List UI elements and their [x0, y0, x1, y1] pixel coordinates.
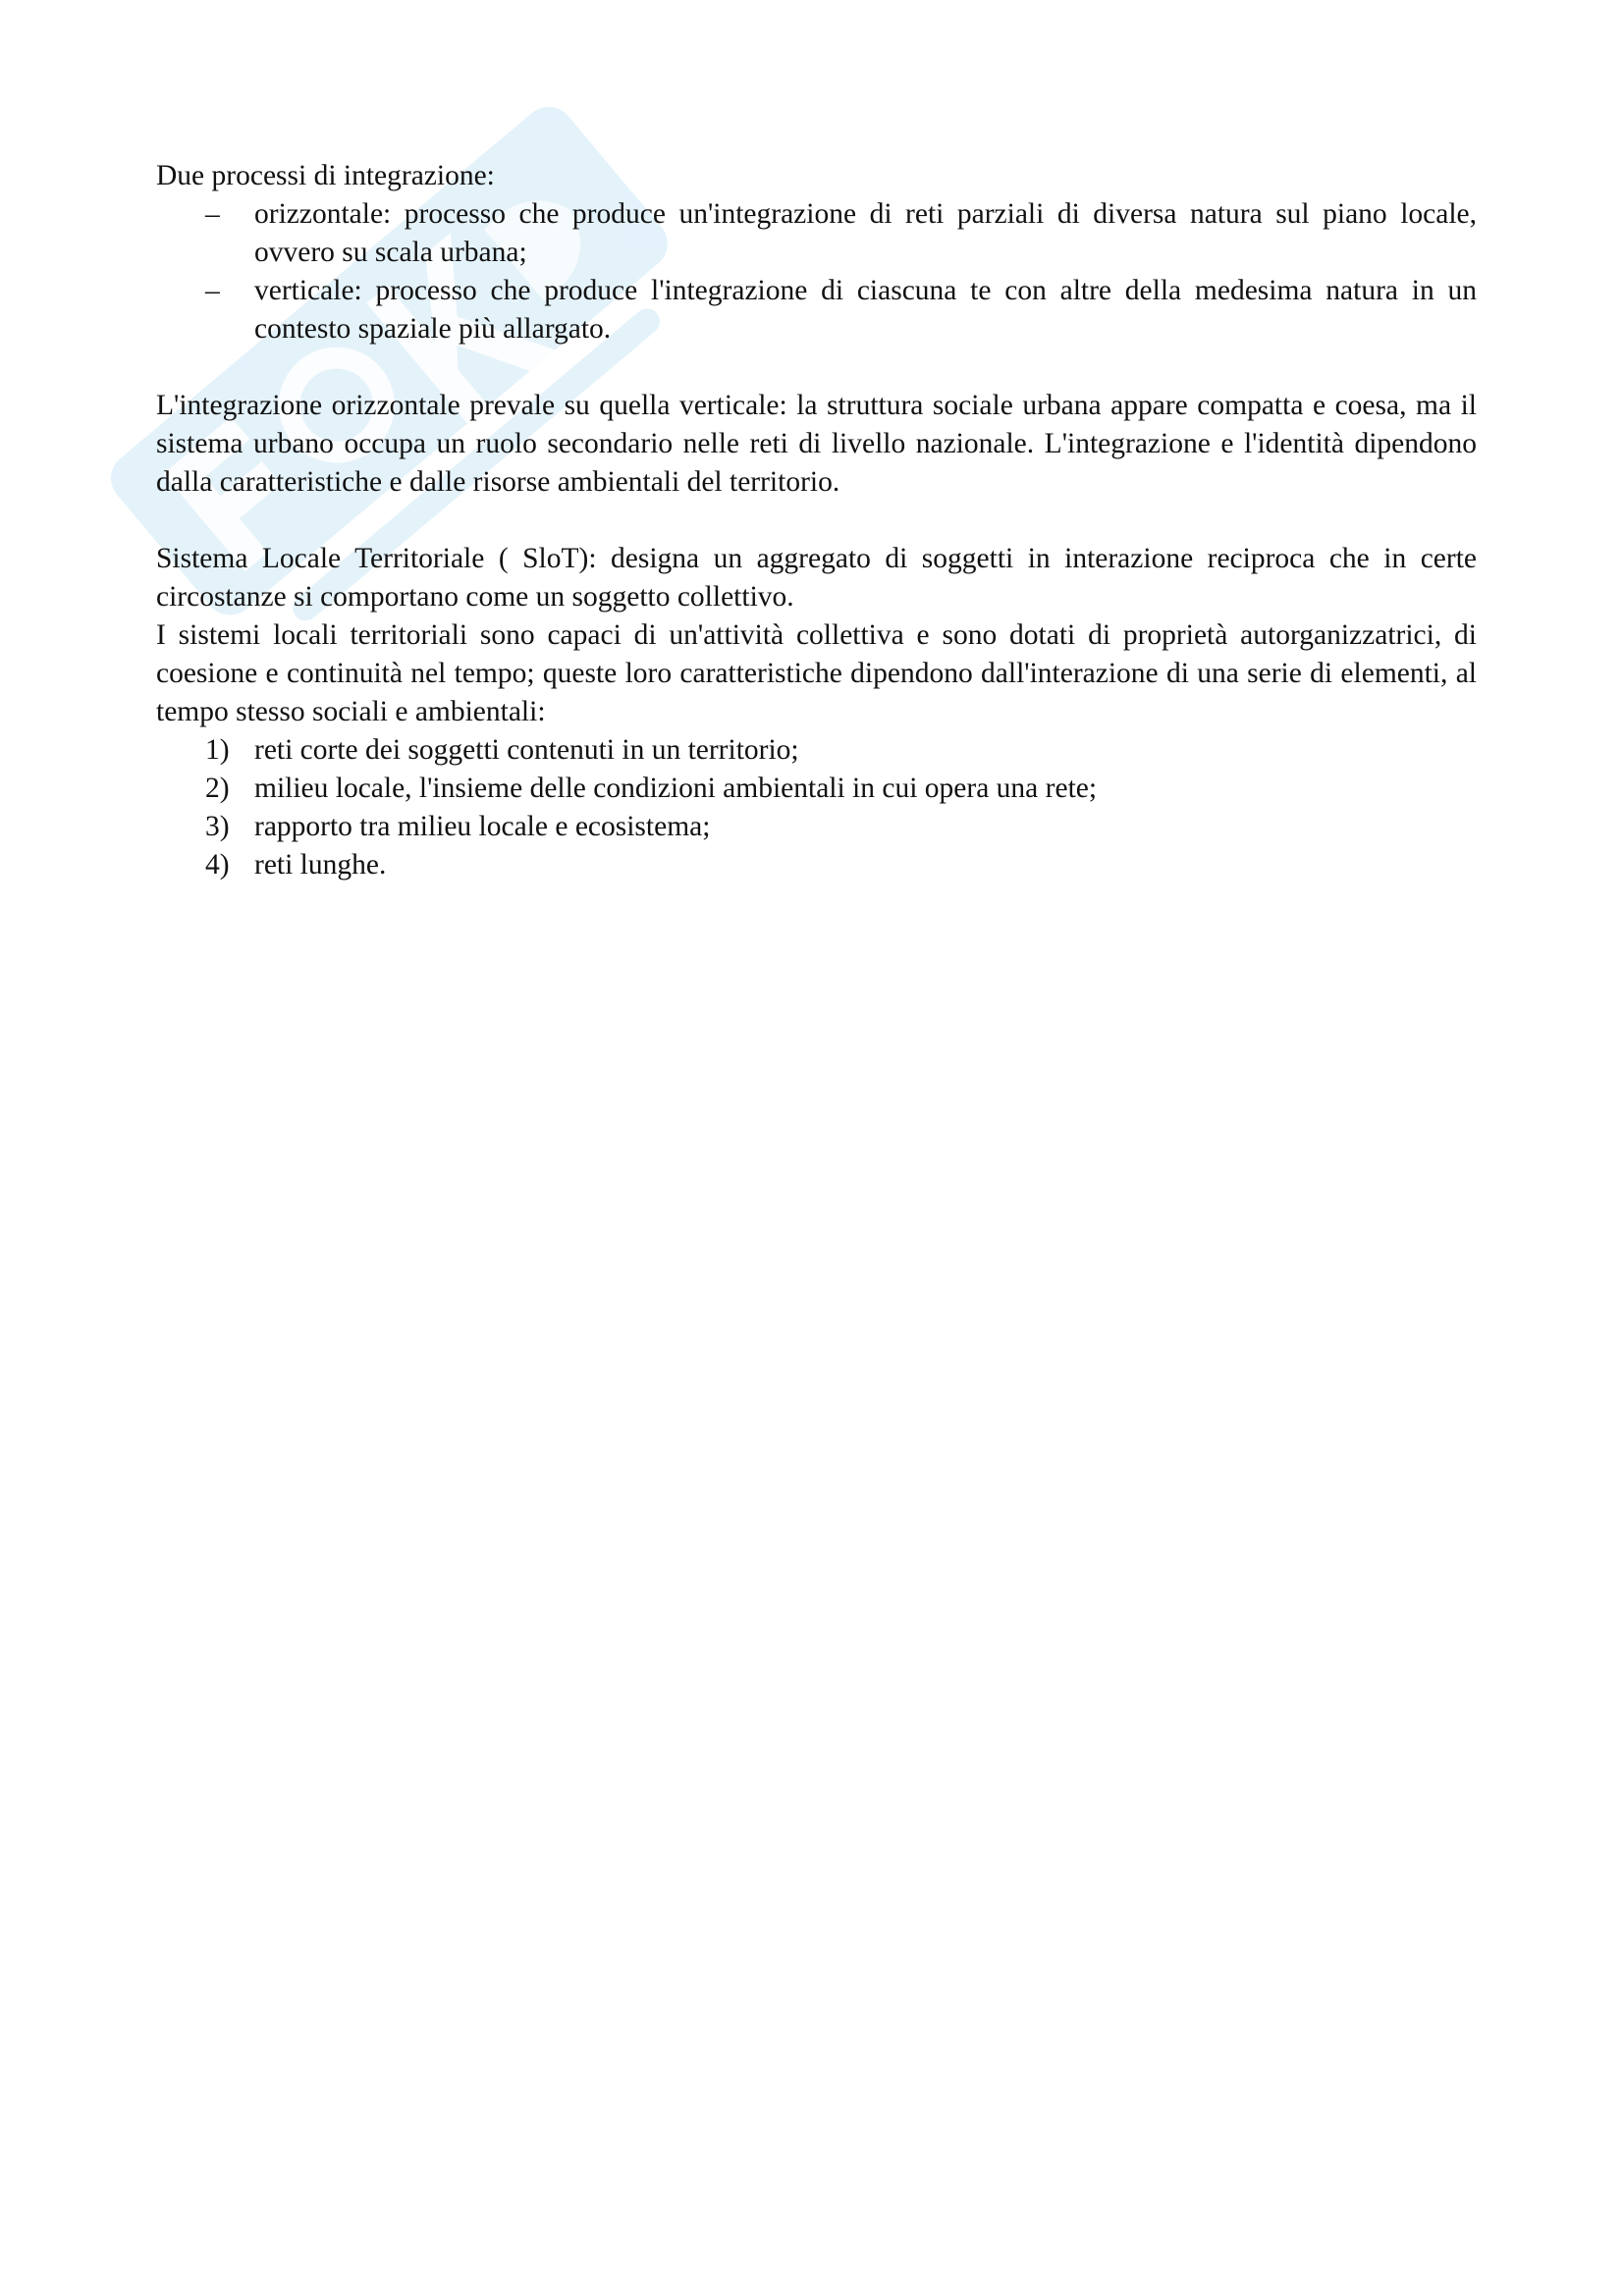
paragraph-slot-definition: Sistema Locale Territoriale ( SloT): designa un aggregato di soggetti in interazione reciproca che in certe circostanze si comportano come un soggetto collettivo.: [156, 543, 1477, 613]
intro-line: Due processi di integrazione:: [156, 160, 495, 191]
paragraph-integration: L'integrazione orizzontale prevale su quella verticale: la struttura sociale urbana appare compatta e coesa, ma il sistema urbano occupa un ruolo secondario nelle reti di livello nazionale. L'integrazione e l'identità dipendono dalla caratteristiche e dalle risorse ambientali del territorio.: [156, 390, 1477, 498]
list-item: [156, 731, 1477, 770]
list-item-text: reti corte dei soggetti contenuti in un territorio;: [254, 734, 799, 766]
elements-list: [156, 731, 1477, 884]
list-item: [156, 195, 1477, 272]
number-marker: 1): [205, 734, 230, 766]
list-item: [156, 770, 1477, 808]
integration-types-list: [156, 195, 1477, 348]
dash-bullet: –: [205, 198, 220, 230]
list-item: [156, 808, 1477, 846]
number-marker: 4): [205, 849, 230, 881]
list-item-text: milieu locale, l'insieme delle condizioni ambientali in cui opera una rete;: [254, 773, 1098, 804]
list-item-text: rapporto tra milieu locale e ecosistema;: [254, 811, 711, 842]
number-marker: 3): [205, 811, 230, 842]
list-item: [156, 272, 1477, 348]
document-body: [156, 157, 1477, 884]
dash-bullet: –: [205, 275, 220, 306]
number-marker: 2): [205, 773, 230, 804]
list-item: [156, 846, 1477, 884]
paragraph-spacer: [156, 348, 1477, 387]
paragraph-slot-properties: I sistemi locali territoriali sono capaci di un'attività collettiva e sono dotati di proprietà autorganizzatrici, di coesione e continuità nel tempo; queste loro caratteristiche dipendono dall'interazione di una serie di elementi, al tempo stesso sociali e ambientali:: [156, 619, 1477, 727]
list-item-text: verticale: processo che produce l'integrazione di ciascuna te con altre della medesima natura in un contesto spaziale più allargato.: [254, 275, 1477, 345]
list-item-text: reti lunghe.: [254, 849, 387, 881]
paragraph-spacer: [156, 502, 1477, 540]
list-item-text: orizzontale: processo che produce un'integrazione di reti parziali di diversa natura sul piano locale, ovvero su scala urbana;: [254, 198, 1477, 268]
